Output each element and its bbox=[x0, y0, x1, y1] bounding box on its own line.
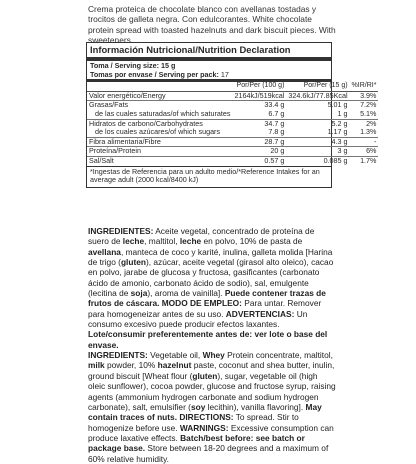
text-span: Store between 18-20 degrees and a maximum of 60% relative humidity. bbox=[88, 443, 329, 464]
allergen: soy bbox=[190, 401, 206, 412]
row-per100: 20 g bbox=[232, 147, 286, 157]
text-span: Protein concentrate, maltitol, bbox=[224, 350, 333, 361]
row-ri: 1.7% bbox=[350, 156, 379, 165]
row-ri: 7.2% bbox=[350, 101, 379, 110]
text-span: en polvo, 10% de pasta de bbox=[201, 236, 303, 247]
text-span: ), aroma de vainilla]. bbox=[147, 288, 225, 299]
row-ri: 1.3% bbox=[360, 127, 377, 137]
row-per100: 2164kJ/519kcal bbox=[234, 90, 285, 100]
allergen: gluten bbox=[120, 257, 146, 268]
row-per15: 1.17 g bbox=[327, 127, 348, 137]
allergen: soja bbox=[130, 288, 148, 299]
allergen: hazelnut bbox=[157, 360, 192, 371]
row-per100: 34.7 g bbox=[232, 119, 286, 128]
allergen: avellana bbox=[88, 246, 121, 257]
allergen: leche bbox=[122, 236, 145, 247]
row-per100: 0.57 g bbox=[232, 156, 286, 165]
header-per-100g: Por/Per (100 g) bbox=[232, 82, 286, 91]
ingredients-es-title: INGREDIENTES: bbox=[88, 226, 154, 236]
text-span: Un consumo excesivo puede producir efectos laxantes. bbox=[88, 308, 308, 330]
text-span: , manteca de coco y karité, inulina, galleta molida [Harina de trigo ( bbox=[88, 246, 333, 268]
row-per15: 3 g bbox=[286, 147, 349, 157]
bold-notice: Batch/best before: see batch or package base. bbox=[88, 432, 305, 454]
servings-per-pack-label: Tomas por envase / Serving per pack: bbox=[90, 69, 219, 79]
text-span: Para untar. Remover para homogeneizar antes de su uso. bbox=[88, 298, 322, 319]
text-span: To spread. Stir to homogenize before use. bbox=[88, 412, 299, 433]
serving-info bbox=[87, 61, 331, 79]
row-ri: 3.9% bbox=[360, 90, 377, 100]
row-per100: 28.7 g bbox=[232, 137, 286, 147]
allergen: gluten bbox=[192, 370, 218, 381]
row-ri: 6% bbox=[350, 147, 379, 157]
nutrition-title: Información Nutricional/Nutrition Declaration bbox=[87, 43, 331, 61]
ingredients-section bbox=[88, 226, 336, 464]
reference-intake-footnote: *Ingestas de Referencia para un adulto medio/*Reference Intakes for an average adult (2000 kcal/8400 kJ) bbox=[87, 166, 331, 188]
text-span: ), azúcar, aceite vegetal (girasol alto oleico), cacao en polvo, jarabe de glucosa y fructosa, gasificantes (carbonato ácido de amonio, carbonato ácido de sodio), sal, emulgente (lecitina de bbox=[88, 257, 334, 299]
allergen: Whey bbox=[202, 350, 225, 361]
nutrition-header-row bbox=[87, 82, 378, 91]
ingredients-spanish bbox=[88, 226, 336, 350]
row-per15: 4.3 g bbox=[286, 137, 349, 147]
row-ri: - bbox=[350, 137, 379, 147]
text-span: ), sugar, vegetable oil (high oleic sunflower), cocoa powder, glucose and fructose syrup, raising agents (ammonium hydrogen carbonate and sodium hydrogen carbonate), salt, emulsifier ( bbox=[88, 370, 336, 412]
row-label: Sal/Salt bbox=[87, 156, 232, 165]
row-label: Grasas/Fats bbox=[87, 101, 232, 110]
servings-per-pack-value: 17 bbox=[220, 69, 229, 79]
row-sugars bbox=[87, 128, 378, 137]
serving-size: Toma / Serving size: 15 g bbox=[90, 61, 176, 70]
row-label: Fibra alimentaria/Fibre bbox=[87, 137, 232, 147]
nutrition-table bbox=[86, 42, 377, 188]
nutrition-values bbox=[87, 82, 378, 165]
bold-notice: May contain traces of nuts. DIRECTIONS: bbox=[88, 401, 322, 423]
row-per100: 33.4 g bbox=[232, 101, 286, 110]
text-span: Excessive consumption can produce laxative effects. bbox=[88, 422, 334, 443]
text-span: Vegetable oil, bbox=[147, 350, 203, 361]
servings-per-pack bbox=[90, 71, 328, 80]
row-per15: 0.085 g bbox=[286, 156, 349, 165]
bold-notice: WARNINGS: bbox=[179, 422, 229, 433]
row-protein bbox=[87, 147, 378, 157]
product-description bbox=[88, 4, 338, 46]
row-label: de los cuales azúcares/of which sugars bbox=[95, 127, 221, 137]
row-label: Hidratos de carbono/Carbohydrates bbox=[87, 119, 232, 128]
ingredients-english bbox=[88, 350, 336, 464]
bold-notice: Lote/consumir preferentemente antes de: ver lote o base del envase. bbox=[88, 329, 328, 350]
row-per15: 324.6kJ/77.85Kcal bbox=[288, 90, 348, 100]
row-per15: 5.2 g bbox=[286, 119, 349, 128]
row-per15: 1 g bbox=[337, 108, 348, 118]
text-span: , maltitol, bbox=[144, 236, 180, 247]
product-description-text: Crema proteica de chocolate blanco con avellanas tostadas y trocitos de galleta negra. Con edulcorantes. White chocolate protein spread with toasted hazelnuts and dark biscuit pieces. With sweeteners. bbox=[88, 4, 336, 46]
row-per100: 6.7 g bbox=[268, 108, 285, 118]
header-ri: %IR/RI* bbox=[350, 82, 379, 91]
row-label: Proteína/Protein bbox=[87, 147, 232, 157]
header-per-15g: Por/Per (15 g) bbox=[286, 82, 349, 91]
bold-notice: ADVERTENCIAS: bbox=[225, 308, 295, 319]
row-ri: 5.1% bbox=[360, 108, 377, 118]
row-label: Valor energético/Energy bbox=[89, 90, 166, 100]
ingredients-en-title: INGREDIENTS: bbox=[88, 350, 148, 361]
allergen: leche bbox=[179, 236, 202, 247]
text-span: powder, 10% bbox=[104, 360, 158, 371]
row-label: de las cuales saturadas/of which saturates bbox=[95, 108, 231, 118]
text-span: lecithin), vanilla flavoring]. bbox=[205, 401, 306, 412]
row-per100: 7.8 g bbox=[268, 127, 285, 137]
row-per15: 5.01 g bbox=[286, 101, 349, 110]
allergen: milk bbox=[88, 360, 105, 371]
bold-notice: Puede contener trazas de frutos de cáscara. MODO DE EMPLEO: bbox=[88, 288, 326, 309]
text-span: paste, coconut and shea butter, inulin, ground biscuit [Wheat flour ( bbox=[88, 360, 335, 381]
row-salt bbox=[87, 156, 378, 165]
row-saturates bbox=[87, 110, 378, 119]
row-ri: 2% bbox=[350, 119, 379, 128]
text-span: Aceite vegetal, concentrado de proteína de suero de bbox=[88, 226, 315, 247]
